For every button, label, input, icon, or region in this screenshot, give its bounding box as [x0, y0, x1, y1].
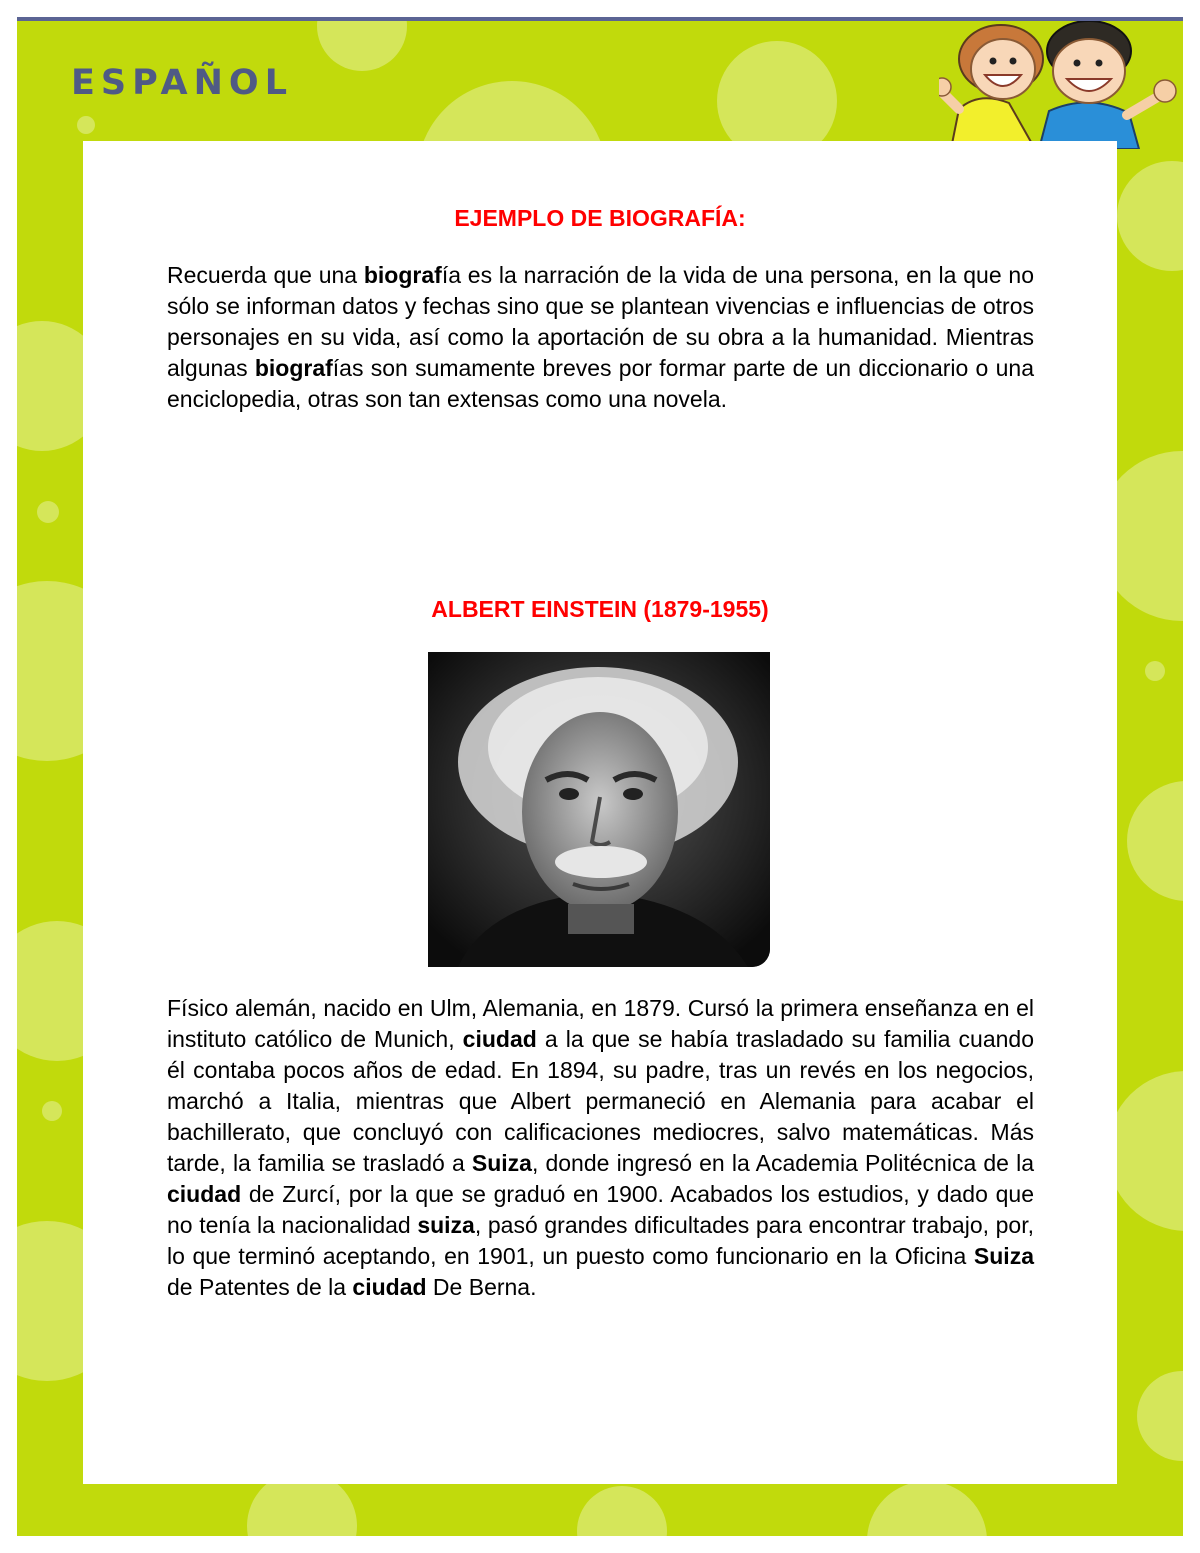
emphasized-term: Suiza: [973, 1243, 1034, 1269]
biography-body-paragraph: Físico alemán, nacido en Ulm, Alemania, en 1879. Cursó la primera enseñanza en el instituto católico de Munich, ciudad a la que se había trasladado su familia cuando él contaba pocos años de edad. En 1894, su padre, tras un revés en los negocios, marchó a Italia, mientras que Albert permaneció en Alemania para acabar el bachillerato, que concluyó con calificaciones mediocres, salvo matemáticas. Más tarde, la familia se trasladó a Suiza, donde ingresó en la Academia Politécnica de la ciudad de Zurcí, por la que se graduó en 1900. Acabados los estudios, y dado que no tenía la nacionalidad suiza, pasó grandes dificultades para encontrar trabajo, por, lo que terminó aceptando, en 1901, un puesto como funcionario en la Oficina Suiza de Patentes de la ciudad De Berna.: [167, 995, 1034, 1300]
subject-title: ESPAÑOL: [71, 63, 293, 103]
intro-paragraph: Recuerda que una biografía es la narración de la vida de una persona, en la que no sólo se informan datos y fechas sino que se plantean vivencias e influencias de otros personajes en su vida, así como la aportación de su obra a la humanidad. Mientras algunas biografías son sumamente breves por formar parte de un diccionario o una enciclopedia, otras son tan extensas como una novela.: [167, 262, 1034, 412]
decor-bubble: [867, 1481, 987, 1536]
content-panel: [83, 141, 1117, 1484]
portrait-illustration: [428, 652, 770, 967]
decor-bubble: [1107, 1071, 1183, 1231]
decor-bubble: [317, 17, 407, 71]
decor-bubble: [1145, 661, 1165, 681]
einstein-portrait-photo: [428, 652, 770, 967]
decor-bubble: [1127, 781, 1183, 901]
cartoon-kids-illustration: [939, 21, 1183, 149]
decor-bubble: [77, 116, 95, 134]
decor-bubble: [577, 1486, 667, 1536]
biography-example-heading: EJEMPLO DE BIOGRAFÍA:: [454, 205, 746, 231]
emphasized-term: ciudad: [352, 1274, 427, 1300]
emphasized-term: ciudad: [462, 1026, 537, 1052]
page-frame: [17, 17, 1183, 1536]
decor-bubble: [42, 1101, 62, 1121]
subject-heading: ALBERT EINSTEIN (1879-1955): [431, 596, 769, 622]
decor-bubble: [37, 501, 59, 523]
decor-bubble: [1117, 161, 1183, 271]
emphasized-term: biograf: [254, 355, 333, 381]
emphasized-term: ciudad: [167, 1181, 242, 1207]
emphasized-term: suiza: [417, 1212, 475, 1238]
emphasized-term: Suiza: [471, 1150, 532, 1176]
decor-bubble: [1137, 1371, 1183, 1461]
emphasized-term: biograf: [363, 262, 442, 288]
